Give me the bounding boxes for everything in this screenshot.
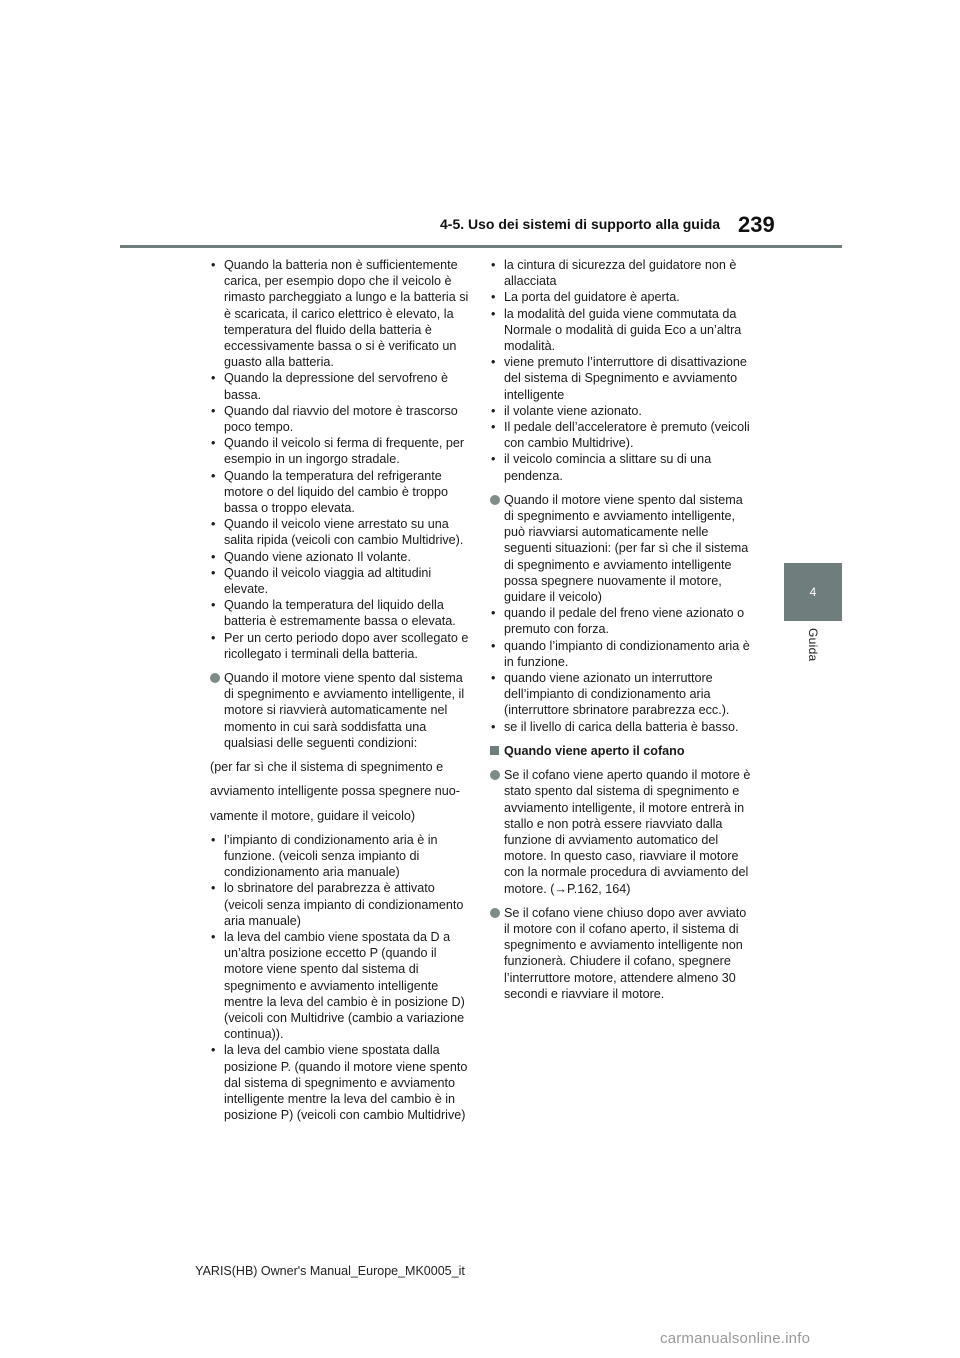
subsection-heading: Quando viene aperto il cofano [490,743,752,759]
square-bullet-icon [490,746,499,755]
list-item: • viene premuto l’interruttore di disattivazione del sistema di Spegnimento e avviamento intelligente [491,355,747,402]
header-rule [120,245,842,248]
section-title: 4-5. Uso dei sistemi di supporto alla guida [440,216,721,232]
list-item: • lo sbrinatore del parabrezza è attivato (veicoli senza impianto di condizionamento aria manuale) [211,881,464,928]
list-item: • Quando la temperatura del refrigerante motore o del liquido del cambio è troppo bassa o troppo elevata. [211,468,449,516]
list-item: • la leva del cambio viene spostata dalla posizione P. (quando il motore viene spento dal sistema di spegnimento e avviamento intelligente mentre la leva del cambio è in posizione P) (veicoli con cambio Multidrive) [211,1043,468,1123]
list-item: • Quando la temperatura del liquido della batteria è estremamente bassa o elevata. [211,598,456,629]
note-auto-restart: Quando il motore viene spento dal sistema di spegnimento e avviamento intelligente, può riavviarsi automaticamente nelle seguenti situazioni: (per far sì che il sistema di spegnimento e avviamento intelligente possa spegnere nuovamente il motore, guidare il veicolo) [490,492,752,605]
list-item: • Per un certo periodo dopo aver scollegato e ricollegato i terminali della batteria. [211,630,469,661]
paragraph-line: avviamento intelligente possa spegnere nuo- [210,784,460,799]
list-item: • quando il pedale del freno viene azionato o premuto con forza. [491,606,745,637]
list-item: • la cintura di sicurezza del guidatore non è allacciata [491,258,737,289]
list-item: • Quando il veicolo viaggia ad altitudini elevate. [211,565,432,597]
left-bullet-list [210,257,472,662]
list-item: • Quando il veicolo si ferma di frequente, per esempio in un ingorgo stradale. [211,436,465,467]
list-item: • quando l’impianto di condizionamento aria è in funzione. [491,638,750,669]
list-item: • la leva del cambio viene spostata da D a un’altra posizione eccetto P (quando il motore viene spento dal sistema di spegnimento e avviamento intelligente mentre la leva del cambio è in posizione D) (veicoli con Multidrive (cambio a variazione continua)). [211,929,465,1042]
note-hood-closed: Se il cofano viene chiuso dopo aver avviato il motore con il cofano aperto, il sistema di spegnimento e avviamento intelligente non funzionerà. Chiudere il cofano, spegnere l’interruttore motore, attendere almeno 30 secondi e riavviare il motore. [490,905,752,1002]
right-column [490,257,752,1002]
right-bullet-list-2 [490,605,752,735]
paragraph-line: vamente il motore, guidare il veicolo) [210,808,416,823]
list-item: • Quando la batteria non è sufficientemente carica, per esempio dopo che il veicolo è rimasto parcheggiato a lungo e la batteria si è scaricata, il carico elettrico è elevato, la temperatura del fluido della batteria è eccessivamente bassa o si è verificato un guasto alla batteria. [211,258,469,370]
list-item: • il veicolo comincia a slittare su di una pendenza. [491,452,712,483]
circle-bullet-icon [490,495,500,505]
list-item: • quando viene azionato un interruttore dell’impianto di condizionamento aria (interruttore sbrinatore parabrezza ecc.). [491,671,730,718]
footer-manual-id: YARIS(HB) Owner's Manual_Europe_MK0005_it [195,1264,465,1278]
list-item: • Quando il veicolo viene arrestato su una salita ripida (veicoli con cambio Multidrive). [211,517,464,548]
circle-bullet-icon [490,908,500,918]
left-column [210,257,472,1123]
list-item: • se il livello di carica della batteria è basso. [491,719,739,734]
paragraph-line: (per far sì che il sistema di spegnimento e [210,760,444,775]
right-bullet-list [490,257,752,484]
list-item: • Il pedale dell’acceleratore è premuto (veicoli con cambio Multidrive). [491,420,750,451]
list-item: • la modalità del guida viene commutata da Normale o modalità di guida Eco a un’altra modalità. [491,306,742,354]
list-item: • l’impianto di condizionamento aria è in funzione. (veicoli senza impianto di condizionamento aria manuale) [211,832,438,880]
watermark: carmanualsonline.info [660,1330,811,1347]
note-restart-conditions: Quando il motore viene spento dal sistema di spegnimento e avviamento intelligente, il motore si riavvierà automaticamente nel momento in cui sarà soddisfatta una qualsiasi delle seguenti condizioni: [210,670,472,751]
list-item: • Quando la depressione del servofreno è bassa. [211,371,449,402]
circle-bullet-icon [490,770,500,780]
left-bullet-list-2 [210,832,472,1124]
chapter-label: Guida [806,628,820,662]
chapter-tab: 4 [784,563,842,621]
list-item: • La porta del guidatore è aperta. [491,290,680,305]
circle-bullet-icon [210,673,220,683]
list-item: • Quando dal riavvio del motore è trascorso poco tempo. [211,403,458,435]
list-item: • Quando viene azionato Il volante. [211,549,411,564]
page-number: 239 [738,212,775,237]
note-hood-open: Se il cofano viene aperto quando il motore è stato spento dal sistema di spegnimento e avviamento intelligente, il motore entrerà in stallo e non potrà essere riavviato dalla funzione di avviamento automatico del motore. In questo caso, riavviare il motore con la normale procedura di avviamento del motore. (→P.162, 164) [490,767,752,897]
list-item: • il volante viene azionato. [491,403,642,418]
